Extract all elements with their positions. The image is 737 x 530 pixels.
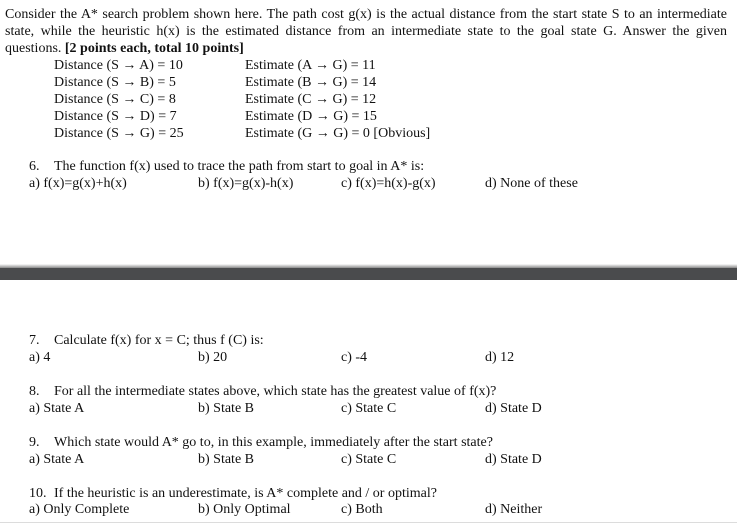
- question-9-option-d[interactable]: d) State D: [485, 452, 542, 467]
- question-8-option-a[interactable]: a) State A: [29, 401, 85, 416]
- question-6-option-c[interactable]: c) f(x)=h(x)-g(x): [341, 176, 436, 191]
- question-10-option-a[interactable]: a) Only Complete: [29, 502, 130, 517]
- estimate-c-g: Estimate (C → G) = 12: [245, 92, 377, 107]
- question-10-option-b[interactable]: b) Only Optimal: [198, 502, 291, 517]
- bottom-rule: [0, 522, 737, 523]
- distance-s-g: Distance (S → G) = 25: [54, 126, 184, 141]
- question-9-number: 9.: [29, 435, 40, 450]
- distance-s-a: Distance (S → A) = 10: [54, 58, 183, 73]
- question-6-option-a[interactable]: a) f(x)=g(x)+h(x): [29, 176, 127, 191]
- question-7-number: 7.: [29, 333, 40, 348]
- question-7-text: Calculate f(x) for x = C; thus f (C) is:: [54, 333, 264, 348]
- question-9-text: Which state would A* go to, in this example, immediately after the start state?: [54, 435, 493, 450]
- estimate-g-g: Estimate (G → G) = 0 [Obvious]: [245, 126, 431, 141]
- question-8-text: For all the intermediate states above, which state has the greatest value of f(x)?: [54, 384, 497, 399]
- estimate-b-g: Estimate (B → G) = 14: [245, 75, 377, 90]
- question-9-option-b[interactable]: b) State B: [198, 452, 254, 467]
- question-8-option-c[interactable]: c) State C: [341, 401, 397, 416]
- estimate-d-g: Estimate (D → G) = 15: [245, 109, 377, 124]
- distance-s-d: Distance (S → D) = 7: [54, 109, 177, 124]
- question-10-number: 10.: [29, 486, 47, 501]
- question-7-option-b[interactable]: b) 20: [198, 350, 228, 365]
- question-6-option-d[interactable]: d) None of these: [485, 176, 578, 191]
- question-9-option-a[interactable]: a) State A: [29, 452, 85, 467]
- question-8-option-b[interactable]: b) State B: [198, 401, 254, 416]
- question-8-option-d[interactable]: d) State D: [485, 401, 542, 416]
- question-10-text: If the heuristic is an underestimate, is A* complete and / or optimal?: [54, 486, 437, 501]
- problem-intro: [5, 6, 727, 57]
- question-6-number: 6.: [29, 159, 40, 174]
- points-label: [2 points each, total 10 points]: [64, 41, 244, 56]
- question-10-option-d[interactable]: d) Neither: [485, 502, 543, 517]
- question-9-option-c[interactable]: c) State C: [341, 452, 397, 467]
- question-8-number: 8.: [29, 384, 40, 399]
- intro-text: Consider the A* search problem shown here. The path cost g(x) is the actual distance from the start state S to an intermediate state, while the heuristic h(x) is the estimated distance from an intermediate state to the goal state G. Answer the given questions.: [5, 7, 727, 56]
- question-7-option-a[interactable]: a) 4: [29, 350, 51, 365]
- distance-s-c: Distance (S → C) = 8: [54, 92, 176, 107]
- question-10-option-c[interactable]: c) Both: [341, 502, 383, 517]
- question-6-text: The function f(x) used to trace the path from start to goal in A* is:: [54, 159, 425, 174]
- question-7-option-c[interactable]: c) -4: [341, 350, 368, 365]
- question-7-option-d[interactable]: d) 12: [485, 350, 515, 365]
- page-break-divider: [0, 268, 737, 280]
- distance-s-b: Distance (S → B) = 5: [54, 75, 176, 90]
- question-6-option-b[interactable]: b) f(x)=g(x)-h(x): [198, 176, 294, 191]
- estimate-a-g: Estimate (A → G) = 11: [245, 58, 376, 73]
